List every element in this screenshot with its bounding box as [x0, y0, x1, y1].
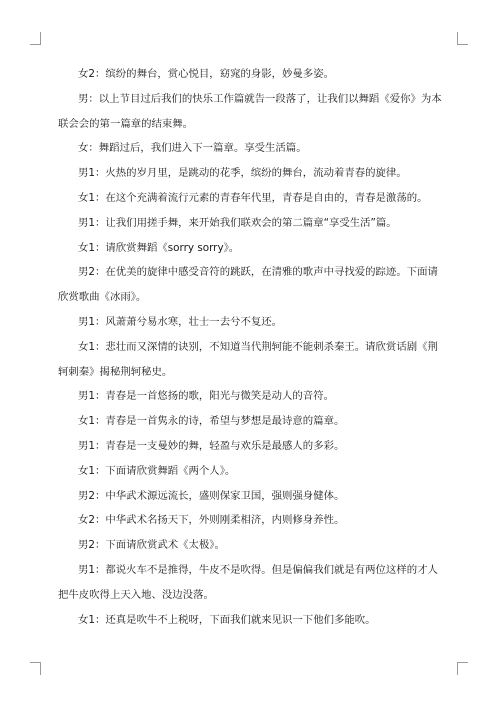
corner-mark-bottom-left	[30, 662, 41, 675]
paragraph: 女1：还真是吹牛不上税呀，下面我们就来见识一下他们多能吹。	[78, 613, 376, 626]
paragraph: 男1：火热的岁月里，是跳动的花季，缤纷的舞台，流动着青春的旋律。	[78, 167, 407, 180]
paragraph: 女：舞蹈过后，我们进入下一篇章。享受生活篇。	[78, 142, 307, 155]
paragraph: 女1：下面请欣赏舞蹈《两个人》。	[78, 464, 236, 477]
corner-mark-top-left	[30, 32, 41, 45]
paragraph: 男2：中华武术源远流长，盛则保家卫国，强则强身健体。	[78, 489, 345, 502]
paragraph: 男1：都说火车不是推得，牛皮不是吹得。但是偏偏我们就是有两位这样的才人把牛皮吹得上天入地、没边没落。	[58, 563, 438, 601]
paragraph: 女1：青春是一首隽永的诗，希望与梦想是最诗意的篇章。	[78, 415, 345, 428]
paragraph: 女1：在这个充满着流行元素的青春年代里，青春是自由的，青春是激荡的。	[78, 191, 428, 204]
paragraph: 女2：中华武术名扬天下，外则刚柔相济，内则修身养性。	[78, 514, 345, 527]
paragraph: 男1：风萧萧兮易水寒，壮士一去兮不复还。	[78, 315, 283, 328]
document-body	[58, 62, 446, 632]
paragraph: 男1：青春是一首悠扬的歌，阳光与微笑是动人的音符。	[78, 390, 334, 403]
corner-mark-top-right	[457, 32, 468, 45]
paragraph: 男2：下面请欣赏武术《太极》。	[78, 539, 225, 552]
paragraph: 男2：在优美的旋律中感受音符的跳跃，在清雅的歌声中寻找爱的踪迹。下面请欣赏歌曲《冰雨》。	[58, 266, 438, 304]
paragraph: 女2：缤纷的舞台，赏心悦目，窈窕的身影，妙曼多姿。	[78, 68, 334, 80]
paragraph: 女1：悲壮而又深情的诀别，不知道当代荆轲能不能刺杀秦王。请欣赏话剧《荆轲刺秦》揭秘荆轲秘史。	[58, 340, 438, 378]
paragraph: 男1：让我们用搓手舞，来开始我们联欢会的第二篇章“享受生活”篇。	[78, 216, 397, 229]
corner-mark-bottom-right	[457, 662, 468, 675]
paragraph: 男1：青春是一支曼妙的舞，轻盈与欢乐是最感人的多彩。	[78, 439, 345, 452]
paragraph: 男：以上节目过后我们的快乐工作篇就告一段落了，让我们以舞蹈《爱你》为本联会会的第一篇章的结束舞。	[58, 92, 442, 130]
paragraph: 女1：请欣赏舞蹈《sorry sorry》。	[78, 241, 240, 254]
